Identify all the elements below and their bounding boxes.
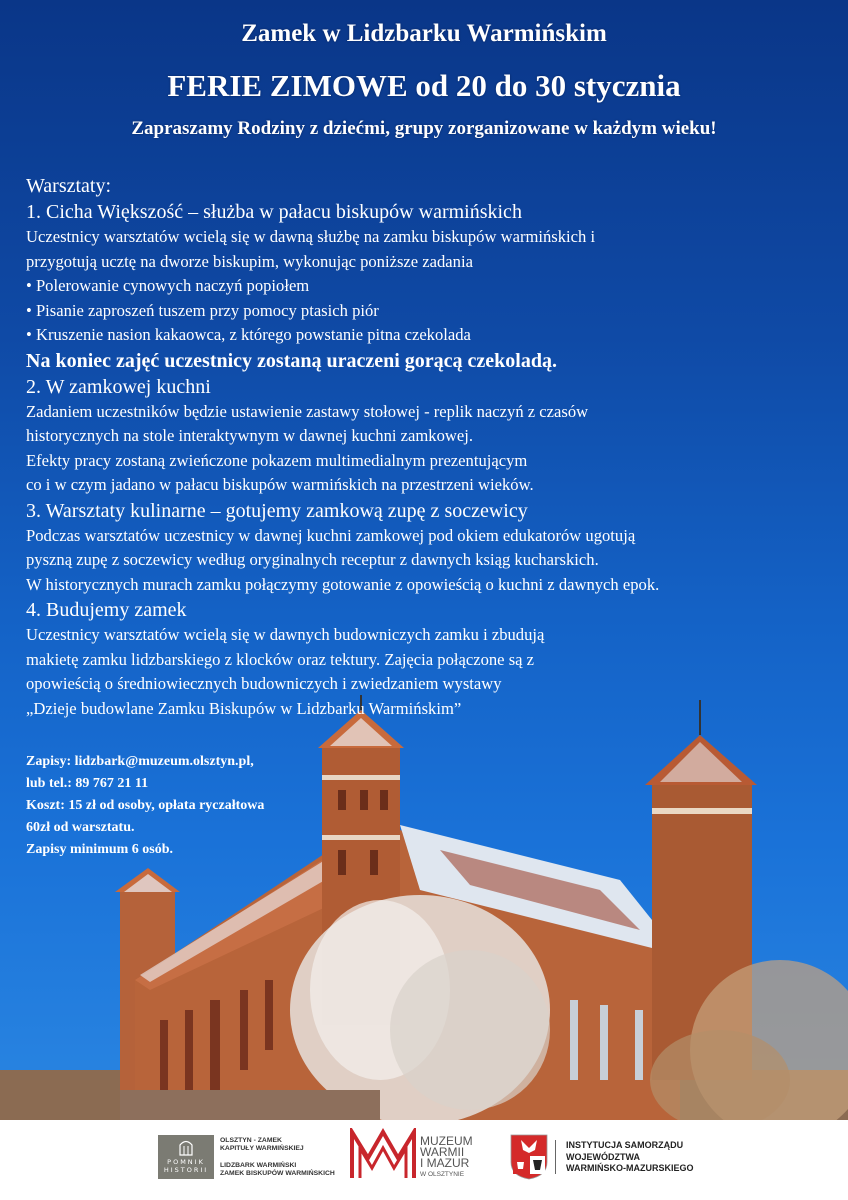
muzeum-line-2: WARMII xyxy=(420,1145,465,1159)
event-title: FERIE ZIMOWE od 20 do 30 stycznia xyxy=(167,68,681,103)
muzeum-mm-logo-icon xyxy=(350,1128,416,1180)
institution-line-3: WARMIŃSKO-MAZURSKIEGO xyxy=(566,1163,694,1173)
institution-text xyxy=(566,1140,694,1175)
contact-phone[interactable]: lub tel.: 89 767 21 11 xyxy=(26,776,149,791)
logo1-top-line-2: KAPITUŁY WARMIŃSKIEJ xyxy=(220,1145,304,1152)
muzeum-line-4: W OLSZTYNIE xyxy=(420,1171,465,1178)
logo1-bottom-line-1: LIDZBARK WARMIŃSKI xyxy=(220,1162,297,1169)
workshop-1-line: przygotują ucztę na dworze biskupim, wykonując poniższe zadania xyxy=(26,251,473,271)
church-window-icon xyxy=(177,1138,195,1156)
workshops-section xyxy=(26,173,659,721)
workshop-2-title: 2. W zamkowej kuchni xyxy=(26,375,211,398)
workshop-1-bullet: • Kruszenie nasion kakaowca, z którego powstanie pitna czekolada xyxy=(26,325,471,344)
workshop-1-title: 1. Cicha Większość – służba w pałacu biskupów warmińskich xyxy=(26,201,522,223)
workshop-2-line: historycznych na stole interaktywnym w dawnej kuchni zamkowej. xyxy=(26,426,473,445)
contact-email[interactable]: Zapisy: lidzbark@muzeum.olsztyn.pl, xyxy=(26,754,254,769)
workshop-3-line: Podczas warsztatów uczestnicy w dawnej kuchni zamkowej pod okiem edukatorów ugotują xyxy=(26,525,636,545)
workshop-2-line: Zadaniem uczestników będzie ustawienie zastawy stołowej - replik naczyń z czasów xyxy=(26,401,589,421)
workshop-3-line: pyszną zupę z soczewicy według oryginalnych receptur z dawnych ksiąg kucharskich. xyxy=(26,550,599,569)
event-subtitle: Zapraszamy Rodziny z dziećmi, grupy zorganizowane w każdym wieku! xyxy=(131,118,717,139)
workshop-4-line: makietę zamku lidzbarskiego z klocków oraz tektury. Zajęcia połączone są z xyxy=(26,649,535,669)
workshop-1-closing: Na koniec zajęć uczestnicy zostaną uraczeni gorącą czekoladą. xyxy=(26,349,557,372)
coat-of-arms-icon xyxy=(510,1134,548,1180)
muzeum-line-1: MUZEUM xyxy=(420,1134,473,1148)
contact-info xyxy=(26,751,264,861)
workshop-3-title: 3. Warsztaty kulinarne – gotujemy zamkową zupę z soczewicy xyxy=(26,499,528,522)
venue-title: Zamek w Lidzbarku Warmińskim xyxy=(241,20,607,47)
badge-line-1: POMNIK xyxy=(167,1158,205,1166)
logo1-bottom-line-2: ZAMEK BISKUPÓW WARMIŃSKICH xyxy=(220,1170,335,1177)
muzeum-logo-text xyxy=(420,1136,473,1180)
logo1-top-text xyxy=(220,1137,304,1153)
workshop-1-bullet: • Polerowanie cynowych naczyń popiołem xyxy=(26,276,310,295)
institution-line-2: WOJEWÓDZTWA xyxy=(566,1151,640,1162)
institution-line-1: INSTYTUCJA SAMORZĄDU xyxy=(566,1140,684,1150)
logo-divider xyxy=(555,1140,556,1174)
badge-line-2: HISTORII xyxy=(163,1166,209,1174)
sponsor-footer xyxy=(0,1120,848,1200)
workshop-1-line: Uczestnicy warsztatów wcielą się w dawną służbę na zamku biskupów warmińskich i xyxy=(26,227,596,246)
workshop-4-line: „Dzieje budowlane Zamku Biskupów w Lidzbarku Warmińskim” xyxy=(26,698,462,718)
price-info: Koszt: 15 zł od osoby, opłata ryczałtowa xyxy=(26,798,265,813)
workshop-2-line: co i w czym jadano w pałacu biskupów warmińskich na przestrzeni wieków. xyxy=(26,475,534,494)
price-info-flat: 60zł od warsztatu. xyxy=(26,820,135,835)
minimum-participants: Zapisy minimum 6 osób. xyxy=(26,842,174,857)
pomnik-historii-logo xyxy=(158,1135,214,1179)
logo1-top-line-1: OLSZTYN - ZAMEK xyxy=(220,1137,282,1144)
logo1-bottom-text xyxy=(220,1162,335,1178)
muzeum-line-3: I MAZUR xyxy=(420,1156,470,1170)
workshops-label: Warsztaty: xyxy=(26,175,112,197)
workshop-1-bullet: • Pisanie zaproszeń tuszem przy pomocy ptasich piór xyxy=(26,300,379,320)
workshop-2-line: Efekty pracy zostaną zwieńczone pokazem multimedialnym prezentującym xyxy=(26,450,528,470)
workshop-4-title: 4. Budujemy zamek xyxy=(26,599,187,621)
workshop-4-line: opowieścią o średniowiecznych budowniczych i zwiedzaniem wystawy xyxy=(26,674,502,693)
workshop-3-line: W historycznych murach zamku połączymy gotowanie z opowieścią o kuchni z dawnych epok. xyxy=(26,574,660,594)
workshop-4-line: Uczestnicy warsztatów wcielą się w dawnych budowniczych zamku i zbudują xyxy=(26,625,545,644)
